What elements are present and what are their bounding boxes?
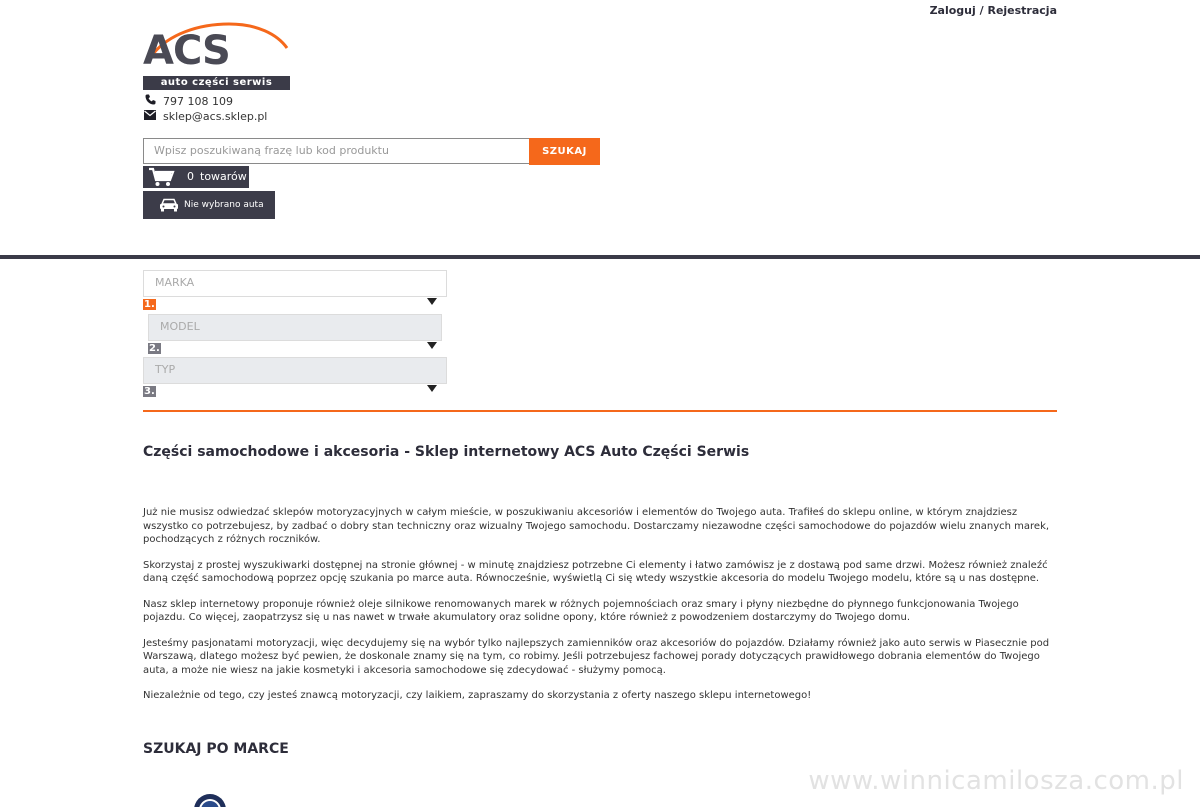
site-logo[interactable] bbox=[143, 20, 290, 92]
phone-number: 797 108 109 bbox=[163, 95, 233, 108]
search-button[interactable]: SZUKAJ bbox=[529, 138, 600, 165]
account-separator: / bbox=[975, 4, 988, 17]
paragraph: Jesteśmy pasjonatami motoryzacji, więc decydujemy się na wybór tylko najlepszych zamienników oraz akcesoriów do pojazdów. Działamy również jako auto serwis w Piasecznie pod Warszawą, dlatego możesz być pewien, że doskonale znamy się na tym, co robimy. Jeśli potrzebujesz fachowej porady dotyczących prawidłowego dobrania elementów do Twojego auta, a może nie wiesz na jakie kosmetyki i akcesoria samochodowe się zdecydować - służymy pomocą. bbox=[143, 637, 1050, 676]
section-divider bbox=[143, 410, 1057, 412]
paragraph: Skorzystaj z prostej wyszukiwarki dostępnej na stronie głównej - w minutę znajdziesz potrzebne Ci elementy i łatwo zamówisz je z dostawą pod same drzwi. Możesz również znaleźć daną część samochodową poprzez opcję szukania po marce auta. Równocześnie, wyświetlą Ci się wtedy wszystkie akcesoria do modelu Twojego modelu, które są u nas dostępne. bbox=[143, 559, 1048, 584]
cart-button[interactable] bbox=[143, 166, 249, 188]
step-number-2: 2. bbox=[149, 343, 160, 354]
model-select[interactable]: MODEL bbox=[148, 314, 442, 341]
cart-label: towarów bbox=[200, 170, 247, 183]
contact-phone[interactable] bbox=[143, 94, 233, 108]
phone-icon bbox=[143, 94, 157, 109]
step-number-3: 3. bbox=[144, 386, 155, 397]
login-link[interactable]: Zaloguj bbox=[929, 4, 976, 17]
header-divider bbox=[0, 255, 1200, 259]
chevron-down-icon[interactable] bbox=[427, 342, 437, 349]
logo-tagline: auto części serwis bbox=[143, 76, 290, 90]
contact-email[interactable] bbox=[143, 110, 267, 124]
register-link[interactable]: Rejestracja bbox=[987, 4, 1057, 17]
brand-logo-icon[interactable] bbox=[193, 793, 227, 807]
paragraph: Już nie musisz odwiedzać sklepów motoryzacyjnych w całym mieście, w poszukiwaniu akcesoriów i elementów do Twojego auta. Trafiłeś do sklepu online, w którym znajdziesz wszystko co potrzebujesz, by zadbać o dobry stan techniczny oraz wizualny Twojego samochodu. Dostarczamy niezawodne części samochodowe do pojazdów wielu znanych marek, pochodzących z różnych roczników. bbox=[143, 507, 1050, 545]
cart-icon bbox=[147, 167, 175, 187]
cart-count: 0 bbox=[187, 170, 194, 183]
page-title: Części samochodowe i akcesoria - Sklep internetowy ACS Auto Części Serwis bbox=[143, 444, 750, 460]
step-number-1: 1. bbox=[144, 299, 155, 310]
chevron-down-icon[interactable] bbox=[427, 298, 437, 305]
email-address: sklep@acs.sklep.pl bbox=[163, 110, 268, 123]
account-links bbox=[930, 4, 1057, 17]
search-input[interactable]: Wpisz poszukiwaną frazę lub kod produktu bbox=[143, 138, 529, 164]
car-icon bbox=[159, 198, 179, 212]
watermark: www.winnicamilosza.com.pl bbox=[808, 766, 1184, 796]
description-text bbox=[143, 506, 1057, 715]
selected-car-button[interactable] bbox=[143, 191, 275, 219]
brand-select[interactable]: MARKA bbox=[143, 270, 447, 297]
brand-search-heading: SZUKAJ PO MARCE bbox=[143, 741, 289, 757]
paragraph: Nasz sklep internetowy proponuje również oleje silnikowe renomowanych marek w różnych pojemnościach oraz smary i płyny niezbędne do płynnego funkcjonowania Twojego pojazdu. Co więcej, zaopatrzysz się u nas nawet w trwałe akumulatory oraz solidne opony, które również z powodzeniem dostarczymy do Twojego domu. bbox=[143, 598, 1019, 623]
paragraph: Niezależnie od tego, czy jesteś znawcą motoryzacji, czy laikiem, zapraszamy do skorzystania z oferty naszego sklepu internetowego! bbox=[143, 690, 812, 701]
chevron-down-icon[interactable] bbox=[427, 385, 437, 392]
selected-car-label: Nie wybrano auta bbox=[184, 200, 264, 210]
logo-letters: ACS bbox=[143, 28, 230, 74]
type-select[interactable]: TYP bbox=[143, 357, 447, 384]
envelope-icon bbox=[143, 110, 157, 124]
